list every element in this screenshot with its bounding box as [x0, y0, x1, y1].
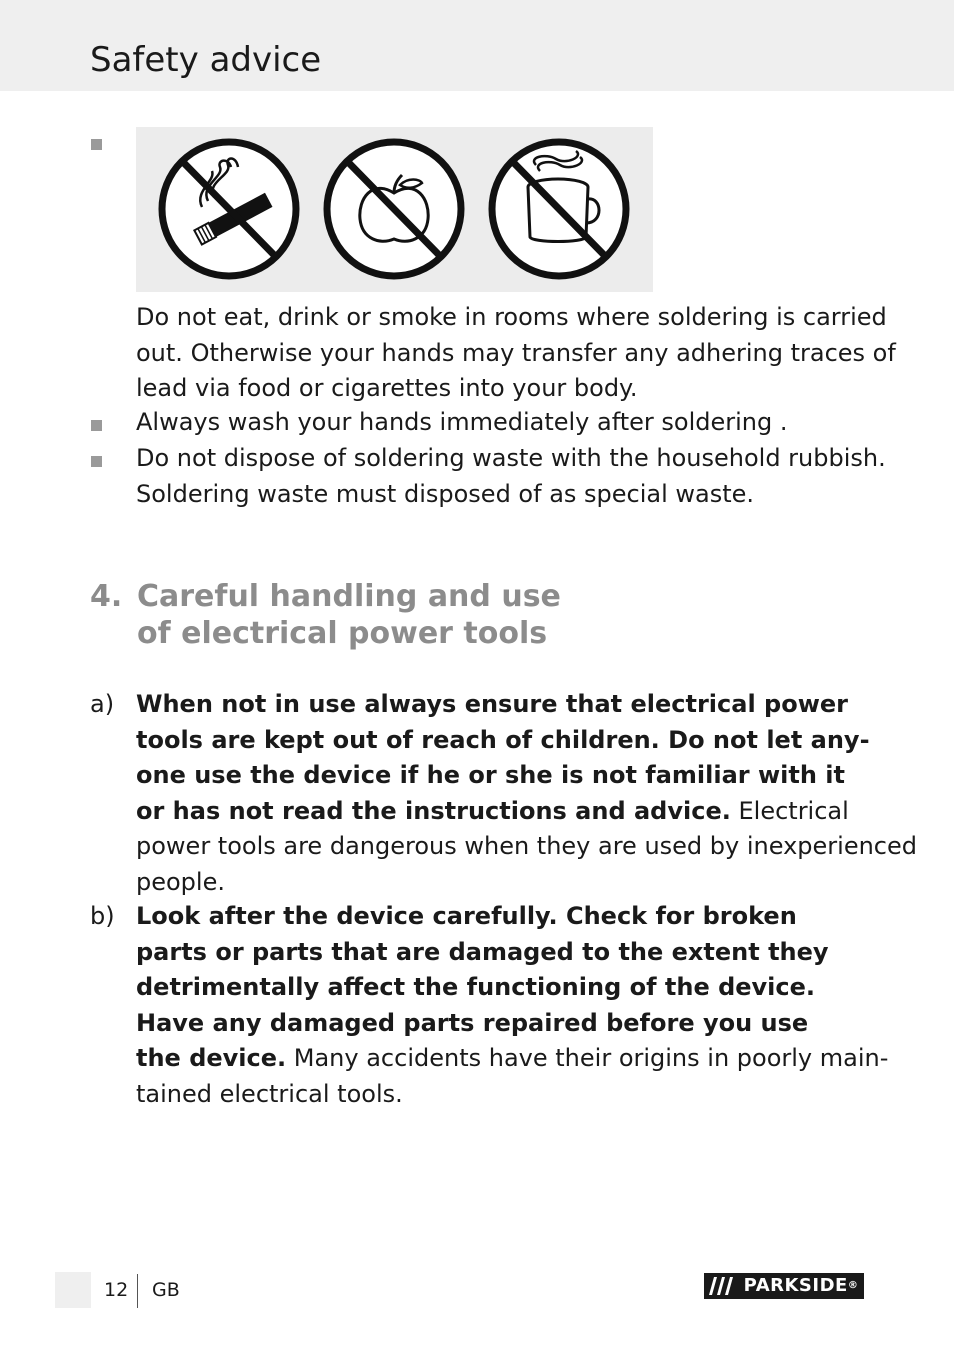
text-line — [136, 723, 917, 759]
text-line: out. Otherwise your hands may transfer any adhering traces of — [136, 338, 896, 367]
text-line — [136, 1041, 888, 1077]
section-title-line: of electrical power tools — [137, 616, 548, 651]
brand-registered-mark: ® — [847, 1280, 859, 1291]
pictogram-panel — [136, 127, 653, 292]
item-label-a: a) — [90, 690, 115, 718]
bold-text: Have any damaged parts repaired before you use — [136, 1008, 809, 1037]
language-code: GB — [152, 1279, 180, 1301]
list-bullet — [91, 139, 102, 150]
pictogram-row — [136, 127, 653, 292]
text-line: tained electrical tools. — [136, 1079, 403, 1108]
list-bullet — [91, 420, 102, 431]
text-line: lead via food or cigarettes into your body. — [136, 374, 638, 402]
text-line — [136, 970, 888, 1006]
bold-text: When not in use always ensure that electrical power — [136, 690, 848, 718]
no-eating-icon — [327, 142, 461, 276]
brand-stripes-icon — [704, 1273, 738, 1299]
bold-text: one use the device if he or she is not familiar with it — [136, 761, 846, 789]
text-line — [136, 935, 888, 971]
footer-marker — [55, 1272, 91, 1308]
bold-text: parts or parts that are damaged to the extent they — [136, 937, 829, 966]
text-line — [136, 794, 917, 830]
normal-text: Many accidents have their origins in poorly main- — [286, 1044, 889, 1072]
text-line: Soldering waste must disposed of as special waste. — [136, 479, 755, 508]
bullet-text-1 — [136, 300, 896, 407]
text-line: Always wash your hands immediately after soldering . — [136, 408, 788, 436]
text-line — [136, 758, 917, 794]
footer-divider — [137, 1274, 138, 1308]
bold-text: detrimentally affect the functioning of the device. — [136, 973, 816, 1001]
bold-text: the device. — [136, 1044, 287, 1072]
section-number: 4. — [90, 579, 123, 614]
no-smoking-icon — [162, 142, 296, 276]
bold-text: or has not read the instructions and advice. — [136, 796, 731, 825]
no-drinking-icon — [492, 142, 626, 276]
page-number: 12 — [104, 1279, 129, 1301]
text-line — [136, 687, 917, 723]
bullet-text-3 — [136, 441, 886, 512]
bold-text: tools are kept out of reach of children. Do not let any- — [136, 725, 870, 754]
item-text-b — [136, 899, 888, 1112]
brand-logo — [704, 1273, 864, 1299]
brand-name — [738, 1273, 864, 1299]
section-title — [137, 578, 697, 652]
bullet-text-2 — [136, 405, 788, 441]
section-title-line: Careful handling and use — [137, 579, 561, 614]
bold-text: Look after the device carefully. Check for broken — [136, 902, 797, 930]
text-line — [136, 899, 888, 935]
text-line: people. — [136, 867, 225, 896]
text-line — [136, 1006, 888, 1042]
text-line: power tools are dangerous when they are used by inexperienced — [136, 832, 917, 860]
normal-text: Electrical — [730, 796, 849, 825]
text-line: Do not dispose of soldering waste with the household rubbish. — [136, 444, 886, 472]
item-label-b: b) — [90, 902, 115, 930]
list-bullet — [91, 456, 102, 467]
page-title: Safety advice — [90, 40, 322, 80]
item-text-a — [136, 687, 917, 900]
text-line: Do not eat, drink or smoke in rooms where soldering is carried — [136, 303, 887, 331]
brand-name-text: PARKSIDE — [743, 1275, 848, 1296]
